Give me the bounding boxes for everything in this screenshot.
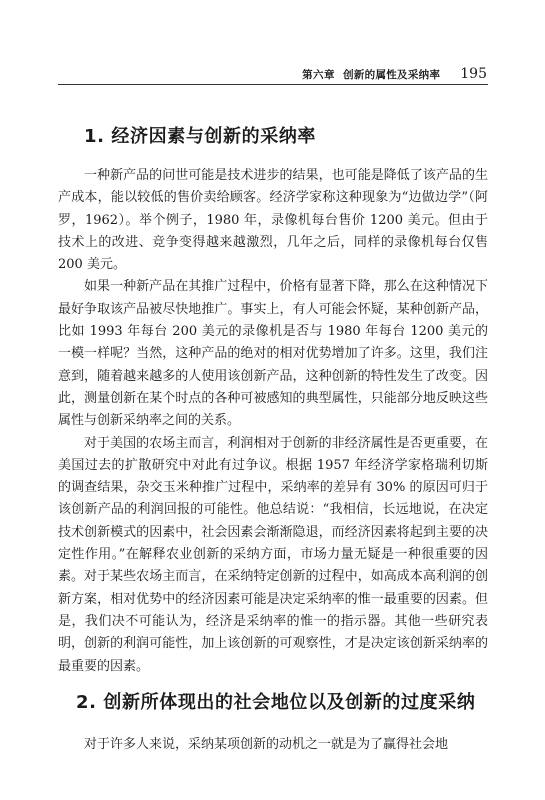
page-number: 195 <box>460 66 487 82</box>
header-rule <box>58 84 488 85</box>
section-heading-2: 2. 创新所体现出的社会地位以及创新的过度采纳 <box>76 692 476 713</box>
paragraph-2: 如果一种新产品在其推广过程中，价格有显著下降，那么在这种情况下最好争取该产品被尽快地推广。事实上，有人可能会怀疑，某种创新产品，比如 1993 年每台 200 美元的录像机是否与 1980 年每台 1200 美元的一模一样呢？当然，这种产品的绝对的相对优势增加了许多。这里，我们注意到，随着越来越多的人使用该创新产品，这种创新的特性发生了改变。因此，测量创新在某个时点的各种可被感知的典型属性，只能部分地反映这些属性与创新采纳率之间的关系。 <box>58 279 488 429</box>
running-head-chapter: 第六章 <box>302 69 336 81</box>
paragraph-3: 对于美国的农场主而言，利润相对于创新的非经济属性是否更重要，在美国过去的扩散研究中对此有过争议。根据 1957 年经济学家格瑞利切斯的调查结果，杂交玉米种推广过程中，采纳率的差异有 30% 的原因可归于该创新产品的利润回报的可能性。他总结说：“我相信，长远地说，在决定技术创新模式的因素中，社会因素会渐渐隐退，而经济因素将起到主要的决定性作用。”在解释农业创新的采纳方面，市场力量无疑是一种很重要的因素。对于某些农场主而言，在采纳特定创新的过程中，如高成本高利润的创新方案，相对优势中的经济因素可能是决定采纳率的惟一最重要的因素。但是，我们决不可能认为，经济是采纳率的惟一的指示器。其他一些研究表明，创新的利润可能性，加上该创新的可观察性，才是决定该创新采纳率的最重要的因素。 <box>58 435 488 674</box>
running-head-title: 创新的属性及采纳率 <box>343 69 441 81</box>
section-1-body <box>58 165 488 678</box>
paragraph-1: 一种新产品的问世可能是技术进步的结果，也可能是降低了该产品的生产成本，能以较低的售价卖给顾客。经济学家称这种现象为“边做边学”（阿罗，1962）。举个例子，1980 年，录像机每台售价 1200 美元。但由于技术上的改进、竞争变得越来越激烈，几年之后，同样的录像机每台仅售 200 美元。 <box>58 168 488 273</box>
section-heading-1: 1. 经济因素与创新的采纳率 <box>84 126 317 147</box>
section-2-body <box>58 734 488 756</box>
running-head <box>302 66 487 82</box>
paragraph-4: 对于许多人来说，采纳某项创新的动机之一就是为了赢得社会地 <box>84 737 449 752</box>
